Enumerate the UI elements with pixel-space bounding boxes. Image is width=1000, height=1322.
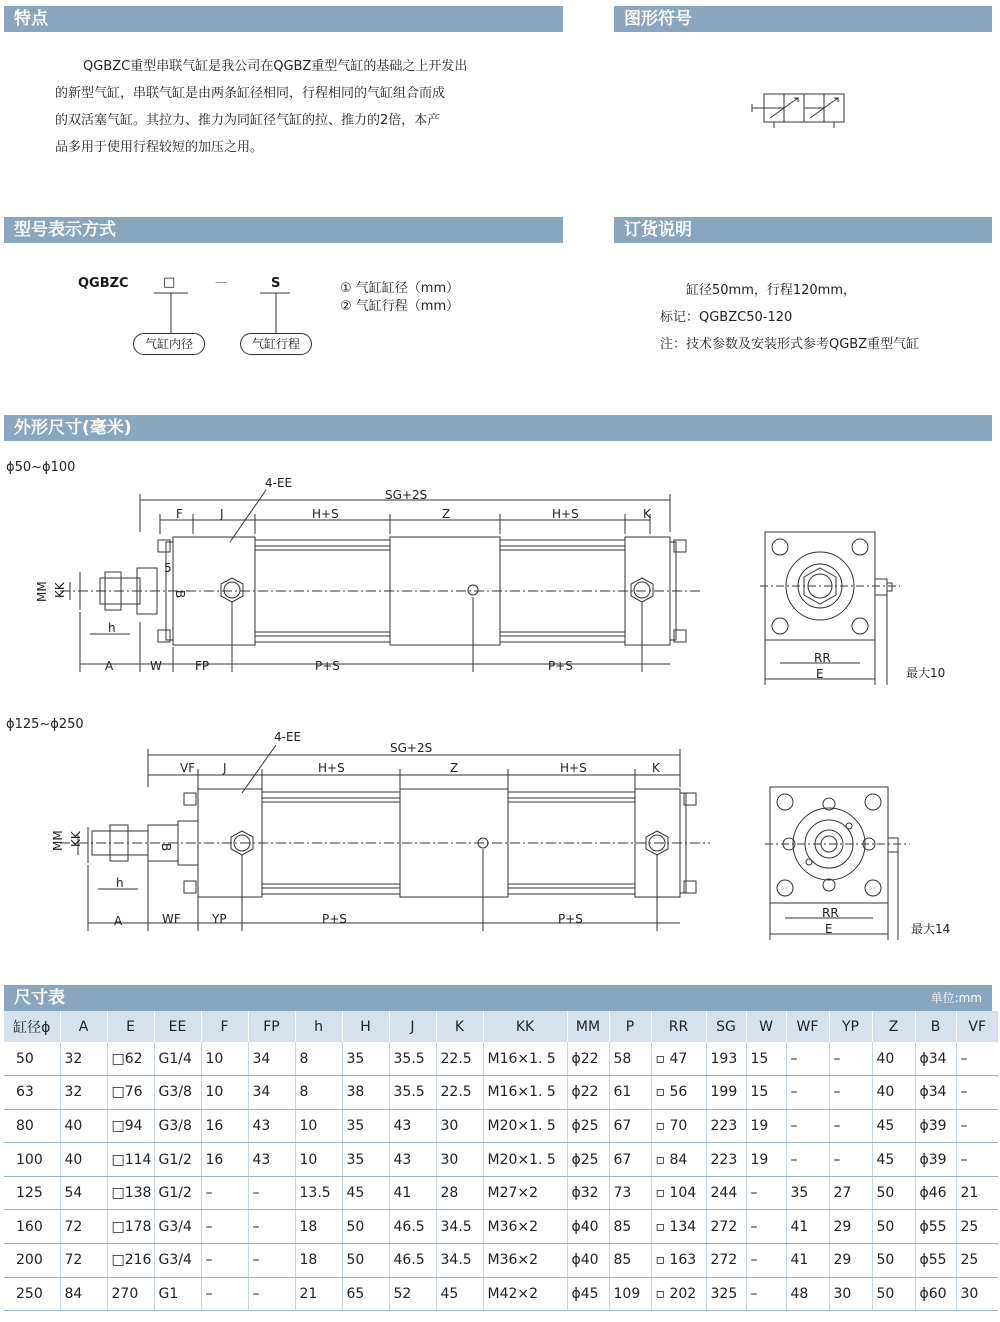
order-note: 注：技术参数及安装形式参考QGBZ重型气缸 — [660, 337, 920, 352]
column-header: EE — [154, 1011, 201, 1042]
table-cell: 50 — [342, 1210, 389, 1244]
table-cell: 223 — [706, 1109, 746, 1143]
table-cell: ▫ 56 — [651, 1076, 706, 1110]
column-header: 缸径ϕ — [4, 1011, 60, 1042]
table-cell: 21 — [295, 1277, 342, 1311]
table-cell: 67 — [609, 1109, 651, 1143]
section-header-order — [614, 217, 992, 243]
table-cell: 21 — [956, 1176, 998, 1210]
table-cell: M42×2 — [483, 1277, 567, 1311]
table-cell: ▫ 47 — [651, 1042, 706, 1076]
features-line: QGBZC重型串联气缸是我公司在QGBZ重型气缸的基础之上开发出 — [83, 59, 468, 74]
dim-label: 最大10 — [906, 666, 946, 680]
table-cell: 41 — [786, 1244, 829, 1278]
column-header: MM — [567, 1011, 609, 1042]
table-cell: 46.5 — [389, 1244, 436, 1278]
section-header-symbol — [614, 6, 992, 32]
table-cell: 10 — [295, 1109, 342, 1143]
table-cell: 199 — [706, 1076, 746, 1110]
table-cell: 29 — [829, 1244, 872, 1278]
table-cell: – — [201, 1176, 248, 1210]
dim-label: J — [223, 761, 227, 775]
table-cell: 10 — [295, 1143, 342, 1177]
range-label-2: ϕ125~ϕ250 — [6, 717, 84, 732]
table-cell: – — [248, 1176, 295, 1210]
table-cell: 272 — [706, 1210, 746, 1244]
dim-label: B — [173, 590, 187, 599]
dim-label: 4-EE — [274, 730, 302, 744]
section-header-model — [4, 217, 563, 243]
table-cell: □62 — [107, 1042, 154, 1076]
dim-label: SG+2S — [390, 741, 433, 755]
table-cell: 50 — [4, 1042, 60, 1076]
table-cell: 40 — [872, 1042, 915, 1076]
dim-label: H+S — [552, 507, 579, 521]
cylinder-symbol-icon — [748, 88, 852, 128]
table-cell: 32 — [60, 1042, 107, 1076]
table-cell: 50 — [872, 1176, 915, 1210]
features-line: 品多用于使用行程较短的加压之用。 — [55, 140, 264, 155]
column-header: F — [201, 1011, 248, 1042]
table-cell: 50 — [872, 1210, 915, 1244]
table-cell: 52 — [389, 1277, 436, 1311]
table-cell: – — [956, 1076, 998, 1110]
table-cell: 40 — [60, 1143, 107, 1177]
table-cell: 19 — [746, 1143, 786, 1177]
table-cell: 13.5 — [295, 1176, 342, 1210]
table-cell: ϕ45 — [567, 1277, 609, 1311]
dim-label: K — [652, 761, 660, 775]
table-cell: 35.5 — [389, 1042, 436, 1076]
table-cell: 223 — [706, 1143, 746, 1177]
table-cell: 35 — [342, 1109, 389, 1143]
table-cell: 25 — [956, 1244, 998, 1278]
table-cell: – — [746, 1210, 786, 1244]
table-cell: 160 — [4, 1210, 60, 1244]
features-text — [55, 53, 467, 161]
drawing-end-view-2 — [765, 782, 965, 942]
dim-label: B — [159, 843, 173, 852]
table-cell: 193 — [706, 1042, 746, 1076]
table-cell: 30 — [436, 1109, 483, 1143]
table-cell: 40 — [872, 1076, 915, 1110]
dim-label: W — [150, 659, 162, 673]
table-cell: ϕ22 — [567, 1076, 609, 1110]
table-cell: 30 — [956, 1277, 998, 1311]
column-header: SG — [706, 1011, 746, 1042]
column-header: YP — [829, 1011, 872, 1042]
table-cell: 250 — [4, 1277, 60, 1311]
range-label-1: ϕ50~ϕ100 — [6, 460, 76, 475]
table-cell: M27×2 — [483, 1176, 567, 1210]
table-cell: 35 — [342, 1042, 389, 1076]
table-cell: 73 — [609, 1176, 651, 1210]
table-row — [4, 1176, 998, 1210]
column-header: VF — [956, 1011, 998, 1042]
table-cell: 15 — [746, 1076, 786, 1110]
table-row — [4, 1277, 998, 1311]
dim-label: SG+2S — [385, 488, 428, 502]
table-cell: 50 — [872, 1277, 915, 1311]
table-cell: 38 — [342, 1076, 389, 1110]
dim-label: MM — [35, 581, 49, 602]
drawing-end-view-1 — [760, 527, 960, 687]
column-header: KK — [483, 1011, 567, 1042]
column-header: E — [107, 1011, 154, 1042]
section-title: 订货说明 — [624, 220, 692, 240]
table-cell: 8 — [295, 1042, 342, 1076]
table-row — [4, 1042, 998, 1076]
table-cell: 16 — [201, 1109, 248, 1143]
table-cell: ϕ22 — [567, 1042, 609, 1076]
dim-label: Z — [450, 761, 459, 775]
table-cell: 48 — [786, 1277, 829, 1311]
table-cell: □76 — [107, 1076, 154, 1110]
table-cell: 63 — [4, 1076, 60, 1110]
model-note-stroke: ② 气缸行程（mm） — [340, 299, 460, 314]
dim-label: MM — [51, 830, 65, 851]
table-cell: 46.5 — [389, 1210, 436, 1244]
table-row — [4, 1143, 998, 1177]
dim-label: RR — [822, 906, 839, 920]
table-cell: – — [829, 1076, 872, 1110]
table-cell: – — [956, 1109, 998, 1143]
table-cell: – — [786, 1143, 829, 1177]
dim-label: H+S — [312, 507, 339, 521]
table-cell: □178 — [107, 1210, 154, 1244]
dim-label: YP — [212, 912, 227, 926]
dim-label: KK — [53, 582, 67, 598]
table-cell: 84 — [60, 1277, 107, 1311]
dim-label: 4-EE — [265, 476, 293, 490]
dim-label: E — [825, 922, 833, 936]
pill-stroke: 气缸行程 — [240, 333, 312, 355]
table-cell: 15 — [746, 1042, 786, 1076]
table-row — [4, 1244, 998, 1278]
column-header: J — [389, 1011, 436, 1042]
table-cell: G1/2 — [154, 1143, 201, 1177]
section-header-features — [4, 6, 563, 32]
dim-label: P+S — [548, 659, 573, 673]
table-cell: ϕ55 — [915, 1244, 956, 1278]
dim-label: 最大14 — [911, 922, 951, 936]
pill-bore: 气缸内径 — [133, 333, 205, 355]
table-cell: 41 — [389, 1176, 436, 1210]
table-row — [4, 1109, 998, 1143]
table-cell: 325 — [706, 1277, 746, 1311]
table-cell: 43 — [389, 1109, 436, 1143]
table-cell: M16×1. 5 — [483, 1076, 567, 1110]
column-header: A — [60, 1011, 107, 1042]
table-cell: – — [746, 1277, 786, 1311]
table-cell: ϕ32 — [567, 1176, 609, 1210]
table-cell: □94 — [107, 1109, 154, 1143]
table-cell: 43 — [248, 1143, 295, 1177]
dimension-table — [4, 1011, 998, 1311]
table-cell: G3/4 — [154, 1244, 201, 1278]
table-cell: ▫ 134 — [651, 1210, 706, 1244]
dim-label: h — [108, 621, 116, 635]
dim-label: P+S — [322, 912, 347, 926]
dim-label: 5 — [164, 561, 172, 575]
table-cell: – — [746, 1176, 786, 1210]
table-cell: M36×2 — [483, 1210, 567, 1244]
table-cell: ϕ55 — [915, 1210, 956, 1244]
table-cell: – — [956, 1143, 998, 1177]
table-cell: ϕ25 — [567, 1109, 609, 1143]
column-header: WF — [786, 1011, 829, 1042]
table-header-row — [4, 1011, 998, 1042]
table-cell: 18 — [295, 1210, 342, 1244]
table-cell: G3/8 — [154, 1109, 201, 1143]
table-cell: 58 — [609, 1042, 651, 1076]
table-cell: 65 — [342, 1277, 389, 1311]
model-box: □ — [163, 275, 176, 290]
features-line: 的新型气缸，串联气缸是由两条缸径相同，行程相同的气缸组合而成 — [55, 86, 446, 101]
dim-label: WF — [162, 912, 181, 926]
model-s: S — [271, 276, 281, 291]
table-cell: G1 — [154, 1277, 201, 1311]
table-cell: 10 — [201, 1042, 248, 1076]
table-cell: 34 — [248, 1076, 295, 1110]
table-cell: □138 — [107, 1176, 154, 1210]
table-cell: 10 — [201, 1076, 248, 1110]
section-title: 图形符号 — [624, 9, 692, 29]
table-cell: □114 — [107, 1143, 154, 1177]
table-cell: – — [746, 1244, 786, 1278]
model-code: QGBZC — [78, 276, 129, 291]
table-cell: G3/8 — [154, 1076, 201, 1110]
table-cell: – — [786, 1109, 829, 1143]
table-cell: – — [248, 1277, 295, 1311]
table-cell: 25 — [956, 1210, 998, 1244]
table-cell: 43 — [248, 1109, 295, 1143]
drawing-side-view-1 — [30, 472, 730, 682]
table-cell: – — [201, 1210, 248, 1244]
table-cell: ϕ40 — [567, 1244, 609, 1278]
dim-label: h — [116, 876, 124, 890]
dim-label: Z — [442, 507, 451, 521]
table-cell: 19 — [746, 1109, 786, 1143]
column-header: H — [342, 1011, 389, 1042]
table-cell: 50 — [872, 1244, 915, 1278]
drawing-side-view-2 — [30, 727, 730, 937]
table-cell: G1/4 — [154, 1042, 201, 1076]
dim-label: RR — [814, 651, 831, 665]
table-cell: 27 — [829, 1176, 872, 1210]
dim-label: P+S — [315, 659, 340, 673]
table-cell: 18 — [295, 1244, 342, 1278]
section-header-table — [4, 985, 992, 1011]
table-cell: ϕ46 — [915, 1176, 956, 1210]
dim-label: KK — [69, 831, 83, 847]
table-cell: 61 — [609, 1076, 651, 1110]
table-cell: ϕ25 — [567, 1143, 609, 1177]
dim-label: A — [114, 914, 123, 928]
column-header: Z — [872, 1011, 915, 1042]
section-header-outline — [4, 415, 992, 441]
table-cell: ϕ39 — [915, 1143, 956, 1177]
column-header: P — [609, 1011, 651, 1042]
table-cell: 270 — [107, 1277, 154, 1311]
table-cell: ϕ39 — [915, 1109, 956, 1143]
table-cell: M20×1. 5 — [483, 1143, 567, 1177]
model-dash: — — [215, 275, 227, 289]
table-cell: 22.5 — [436, 1076, 483, 1110]
section-title: 尺寸表 — [14, 988, 65, 1008]
dim-label: H+S — [318, 761, 345, 775]
table-row — [4, 1076, 998, 1110]
table-cell: 34 — [248, 1042, 295, 1076]
table-cell: ϕ34 — [915, 1076, 956, 1110]
table-cell: 100 — [4, 1143, 60, 1177]
table-cell: 30 — [829, 1277, 872, 1311]
table-cell: 29 — [829, 1210, 872, 1244]
dim-label: K — [643, 507, 651, 521]
column-header: FP — [248, 1011, 295, 1042]
table-cell: 50 — [342, 1244, 389, 1278]
table-cell: 80 — [4, 1109, 60, 1143]
table-cell: 85 — [609, 1244, 651, 1278]
table-cell: 72 — [60, 1244, 107, 1278]
unit-label: 单位:mm — [930, 991, 982, 1005]
column-header: h — [295, 1011, 342, 1042]
dim-label: E — [816, 667, 824, 681]
dim-label: H+S — [560, 761, 587, 775]
table-cell: 45 — [872, 1143, 915, 1177]
table-cell: M20×1. 5 — [483, 1109, 567, 1143]
table-cell: 43 — [389, 1143, 436, 1177]
table-cell: 8 — [295, 1076, 342, 1110]
column-header: B — [915, 1011, 956, 1042]
table-cell: – — [829, 1109, 872, 1143]
table-cell: □216 — [107, 1244, 154, 1278]
table-cell: 109 — [609, 1277, 651, 1311]
table-cell: 35 — [786, 1176, 829, 1210]
table-cell: 34.5 — [436, 1244, 483, 1278]
column-header: RR — [651, 1011, 706, 1042]
table-cell: 200 — [4, 1244, 60, 1278]
table-cell: – — [786, 1076, 829, 1110]
table-cell: – — [201, 1277, 248, 1311]
dim-label: P+S — [558, 912, 583, 926]
table-cell: 125 — [4, 1176, 60, 1210]
section-title: 特点 — [14, 9, 48, 29]
order-line-1: 缸径50mm，行程120mm， — [686, 283, 857, 298]
table-cell: M16×1. 5 — [483, 1042, 567, 1076]
table-cell: – — [829, 1143, 872, 1177]
table-cell: 41 — [786, 1210, 829, 1244]
table-cell: 244 — [706, 1176, 746, 1210]
table-cell: 34.5 — [436, 1210, 483, 1244]
table-cell: G1/2 — [154, 1176, 201, 1210]
table-cell: – — [201, 1244, 248, 1278]
table-cell: 16 — [201, 1143, 248, 1177]
model-connector-lines — [150, 290, 290, 336]
table-cell: ϕ40 — [567, 1210, 609, 1244]
table-cell: – — [248, 1210, 295, 1244]
table-cell: 30 — [436, 1143, 483, 1177]
dim-label: VF — [180, 761, 196, 775]
table-cell: – — [956, 1042, 998, 1076]
table-cell: 35 — [342, 1143, 389, 1177]
table-cell: M36×2 — [483, 1244, 567, 1278]
table-cell: 272 — [706, 1244, 746, 1278]
table-cell: 45 — [436, 1277, 483, 1311]
dim-label: F — [176, 507, 183, 521]
table-cell: 72 — [60, 1210, 107, 1244]
column-header: W — [746, 1011, 786, 1042]
dim-label: A — [105, 659, 114, 673]
section-title: 型号表示方式 — [14, 220, 116, 240]
table-cell: G3/4 — [154, 1210, 201, 1244]
table-cell: 45 — [872, 1109, 915, 1143]
dim-label: FP — [195, 659, 210, 673]
table-cell: 32 — [60, 1076, 107, 1110]
features-line: 的双活塞气缸。其拉力、推力为同缸径气缸的拉、推力的2倍，本产 — [55, 113, 441, 128]
section-title: 外形尺寸(毫米) — [14, 418, 132, 438]
table-cell: – — [786, 1042, 829, 1076]
table-cell: 85 — [609, 1210, 651, 1244]
table-cell: 40 — [60, 1109, 107, 1143]
table-cell: 67 — [609, 1143, 651, 1177]
table-cell: 28 — [436, 1176, 483, 1210]
table-cell: 35.5 — [389, 1076, 436, 1110]
table-cell: ϕ60 — [915, 1277, 956, 1311]
dim-label: J — [220, 507, 224, 521]
column-header: K — [436, 1011, 483, 1042]
table-cell: – — [248, 1244, 295, 1278]
table-cell: 54 — [60, 1176, 107, 1210]
model-note-bore: ① 气缸缸径（mm） — [340, 281, 460, 296]
table-cell: ▫ 202 — [651, 1277, 706, 1311]
table-cell: ϕ34 — [915, 1042, 956, 1076]
table-cell: 45 — [342, 1176, 389, 1210]
table-cell: ▫ 70 — [651, 1109, 706, 1143]
table-cell: ▫ 163 — [651, 1244, 706, 1278]
table-cell: – — [829, 1042, 872, 1076]
table-cell: 22.5 — [436, 1042, 483, 1076]
table-cell: ▫ 84 — [651, 1143, 706, 1177]
table-cell: ▫ 104 — [651, 1176, 706, 1210]
order-line-2: 标记：QGBZC50-120 — [660, 310, 793, 325]
table-row — [4, 1210, 998, 1244]
